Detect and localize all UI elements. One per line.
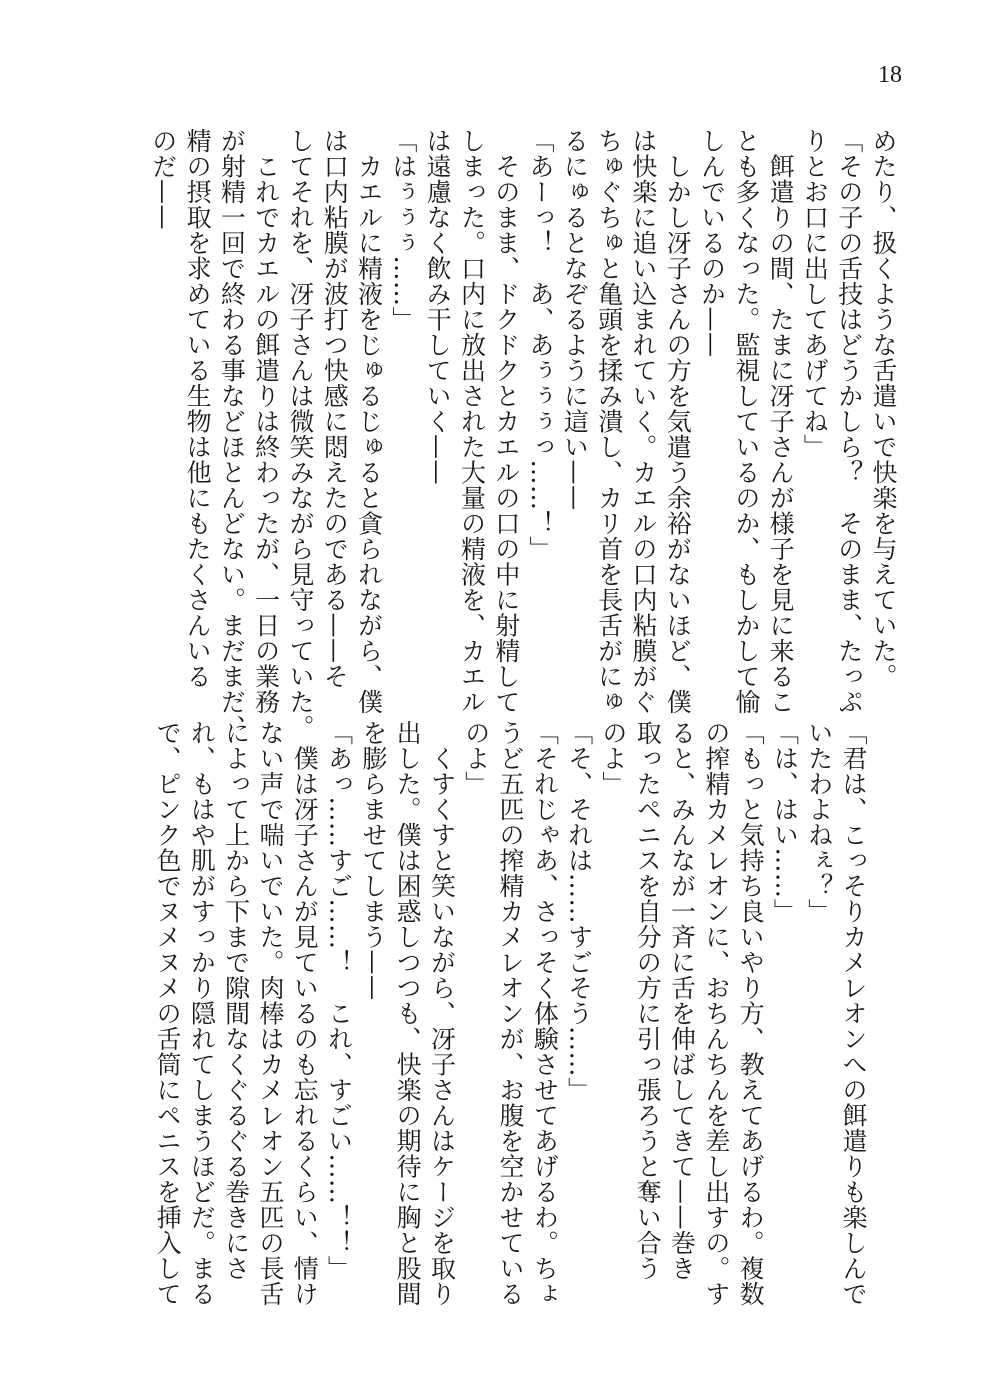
- text-line: 餌遣りの間、たまに冴子さんが様子を見に来るこ: [766, 128, 796, 715]
- text-line: してそれを、冴子さんは微笑みながら見守っていた。: [285, 128, 315, 740]
- text-block-top: [145, 128, 900, 740]
- text-line: 「君は、こっそりカメレオンへの餌遣りも楽しんで: [839, 720, 868, 1307]
- text-line: しかし冴子さんの方を気遣う余裕がないほど、僕: [663, 128, 693, 715]
- text-line: ると、みんなが一斉に舌を伸ばしてきて——巻き: [667, 720, 697, 1281]
- text-line: れ、もはや肌がすっかり隠れてしまうほどだ。まる: [187, 720, 217, 1307]
- text-line: ない声で喘いでいた。肉棒はカメレオン五匹の長舌: [255, 720, 285, 1307]
- text-line: しまった。口内に放出された大量の精液を、カエル: [457, 128, 487, 715]
- text-line: は快楽に追い込まれていく。カエルの口内粘膜がぐ: [628, 128, 658, 715]
- text-line: 「もっと気持ち良いやり方、教えてあげるわ。複数: [736, 720, 766, 1307]
- text-line: 「あっ……すご……！ これ、すごい……！！」: [324, 720, 354, 1281]
- text-line: のよ」: [461, 720, 491, 797]
- text-line: のよ」: [598, 720, 628, 797]
- text-line: は口内粘膜が波打つ快感に悶えたのである——そ: [320, 128, 350, 689]
- text-line: 「は、はい……」: [770, 720, 800, 924]
- text-line: で、ピンク色でヌメヌメの舌筒にペニスを挿入して: [153, 720, 183, 1307]
- text-line: しんでいるのか——: [697, 128, 727, 358]
- text-line: 「そ、それは……すごそう……」: [564, 720, 594, 1103]
- text-line: くすくすと笑いながら、冴子さんはケージを取り: [427, 720, 457, 1307]
- text-block-bottom: [150, 720, 870, 1307]
- text-line: これでカエルの餌遣りは終わったが、一日の業務: [251, 128, 281, 715]
- text-line: を膨らませてしまう——: [358, 720, 388, 1001]
- text-line: カエルに精液をじゅるじゅると貪られながら、僕: [354, 128, 384, 715]
- text-line: 「それじゃあ、さっそく体験させてあげるわ。ちょ: [530, 720, 560, 1307]
- page-number: 18: [878, 62, 902, 88]
- text-line: めたり、扱くような舌遣いで快楽を与えていた。: [869, 128, 898, 689]
- text-line: りとお口に出してあげてね」: [800, 128, 830, 460]
- text-line: 「はぅぅぅ……」: [388, 128, 418, 332]
- text-line: ちゅぐちゅと亀頭を揉み潰し、カリ首を長舌がにゅ: [594, 128, 624, 715]
- text-line: 取ったペニスを自分の方に引っ張ろうと奪い合う: [633, 720, 663, 1281]
- text-line: の搾精カメレオンに、おちんちんを差し出すの。す: [701, 720, 731, 1307]
- text-line: とも多くなった。監視しているのか、もしかして愉: [731, 128, 761, 715]
- text-line: によって上から下まで隙間なくぐるぐる巻きにさ: [221, 720, 251, 1281]
- text-line: は遠慮なく飲み干していく——: [423, 128, 453, 485]
- text-line: 僕は冴子さんが見ているのも忘れるくらい、情け: [290, 720, 320, 1307]
- text-line: が射精一回で終わる事などほとんどない。まだまだ、: [217, 128, 247, 740]
- text-line: 出した。僕は困惑しつつも、快楽の期待に胸と股間: [393, 720, 423, 1307]
- text-line: 精の摂取を求めている生物は他にもたくさんいる: [183, 128, 213, 689]
- text-line: のだ——: [148, 128, 178, 230]
- text-line: 「その子の舌技はどうかしら？ そのまま、たっぷ: [834, 128, 864, 715]
- text-line: いたわよねぇ？」: [804, 720, 834, 924]
- text-line: 「あーっ！ あ、あぅぅぅっ……！」: [526, 128, 556, 562]
- text-line: そのまま、ドクドクとカエルの口の中に射精して: [491, 128, 521, 715]
- text-line: うど五匹の搾精カメレオンが、お腹を空かせている: [496, 720, 526, 1307]
- text-line: るにゅるとなぞるように這い——: [560, 128, 590, 511]
